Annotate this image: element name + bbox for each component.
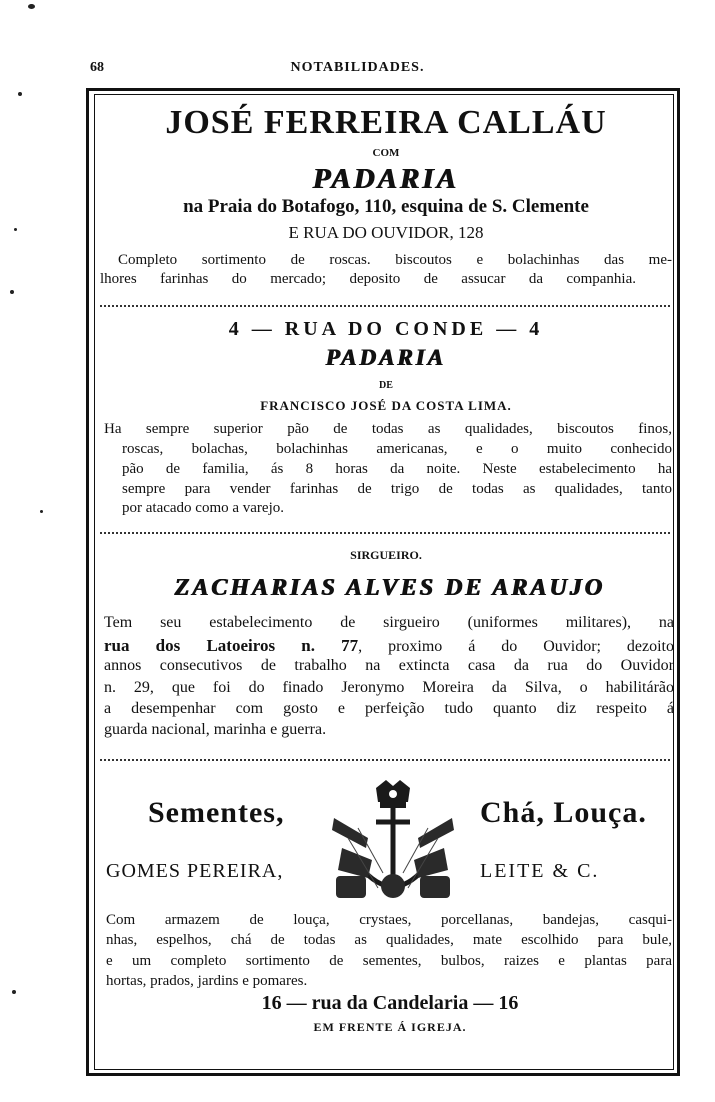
ink-speck: [28, 4, 35, 9]
ad3-body-line-6: guarda nacional, marinha e guerra.: [104, 721, 327, 738]
ad3-body-line-3: annos consecutivos de trabalho na extincta casa da rua do Ouvidor: [104, 657, 674, 674]
ink-speck: [14, 228, 17, 231]
ad2-body-line-3: pão de familia, ás 8 horas da noite. Neste estabelecimento ha: [122, 461, 672, 477]
ad2-body-line-1: Ha sempre superior pão de todas as qualidades, biscoutos finos,: [104, 421, 672, 437]
running-title: NOTABILIDADES.: [290, 60, 425, 75]
ad3-body-line-1: Tem seu estabelecimento de sirgueiro (uniformes militares), na: [104, 614, 674, 631]
ad4-body-line-2: nhas, espelhos, chá de todas as qualidades, mate escolhido para bule,: [106, 932, 672, 948]
ad4-right-name: LEITE & C.: [480, 860, 600, 882]
ad1-com: COM: [372, 147, 400, 159]
ad2-body-line-2: roscas, bolachas, bolachinhas americanas, e o muito conhecido: [122, 441, 672, 457]
section-divider: [100, 532, 670, 534]
ad2-body-line-5: por atacado como a varejo.: [122, 500, 285, 516]
ad3-name: ZACHARIAS ALVES DE ARAUJO: [174, 575, 606, 601]
ad1-address-1: na Praia do Botafogo, 110, esquina de S. Clemente: [183, 196, 589, 217]
ad4-left-name: GOMES PEREIRA,: [106, 860, 284, 882]
ad4-address: 16 — rua da Candelaria — 16: [261, 992, 519, 1014]
ad3-body-line-5: a desempenhar com gosto e perfeição tudo quanto diz respeito á: [104, 700, 674, 717]
ad4-body-line-4: hortas, prados, jardins e pomares.: [106, 973, 308, 989]
ad2-owner: FRANCISCO JOSÉ DA COSTA LIMA.: [260, 398, 512, 413]
ad2-de: DE: [379, 380, 393, 391]
ink-speck: [40, 510, 43, 513]
ad4-body-line-1: Com armazem de louça, crystaes, porcellanas, bandejas, casqui-: [106, 912, 672, 928]
ad1-address-2: E RUA DO OUVIDOR, 128: [288, 223, 484, 242]
ad3-body-line-4: n. 29, que foi do finado Jeronymo Moreira da Silva, o habilitárão: [104, 679, 674, 696]
ad4-right-title: Chá, Louça.: [480, 796, 647, 829]
ad4-left-title: Sementes,: [148, 796, 285, 829]
ad1-body-line-1: Completo sortimento de roscas. biscoutos e bolachinhas das me-: [118, 252, 672, 268]
ad4-body-line-3: e um completo sortimento de sementes, bulbos, raizes e plantas para: [106, 953, 672, 969]
ad2-heading: 4 — RUA DO CONDE — 4: [228, 318, 544, 340]
page-number: 68: [90, 60, 104, 75]
ad1-business: PADARIA: [312, 163, 460, 195]
ink-speck: [12, 990, 16, 994]
ad3-body-line-2: [104, 636, 674, 656]
ink-speck: [10, 290, 14, 294]
ad2-business: PADARIA: [325, 345, 447, 370]
ad3-address: rua dos Latoeiros n. 77: [104, 636, 359, 655]
trade-emblem-illustration: [328, 778, 458, 903]
ad1-name: JOSÉ FERREIRA CALLÁU: [165, 104, 607, 141]
ad2-body-line-4: sempre para vender farinhas de trigo de todas as qualidades, tanto: [122, 481, 672, 497]
ad4-landmark: EM FRENTE Á IGREJA.: [313, 1020, 467, 1034]
ad3-trade: SIRGUEIRO.: [350, 548, 422, 562]
section-divider: [100, 305, 670, 307]
ad3-body-line-2-rest: , proximo á do Ouvidor; dezoito: [358, 638, 674, 655]
section-divider: [100, 759, 670, 761]
crown-icon: [376, 780, 410, 808]
ad1-body-line-2: lhores farinhas do mercado; deposito de assucar da companhia.: [100, 271, 636, 287]
ink-speck: [18, 92, 22, 96]
running-head: [0, 60, 715, 80]
